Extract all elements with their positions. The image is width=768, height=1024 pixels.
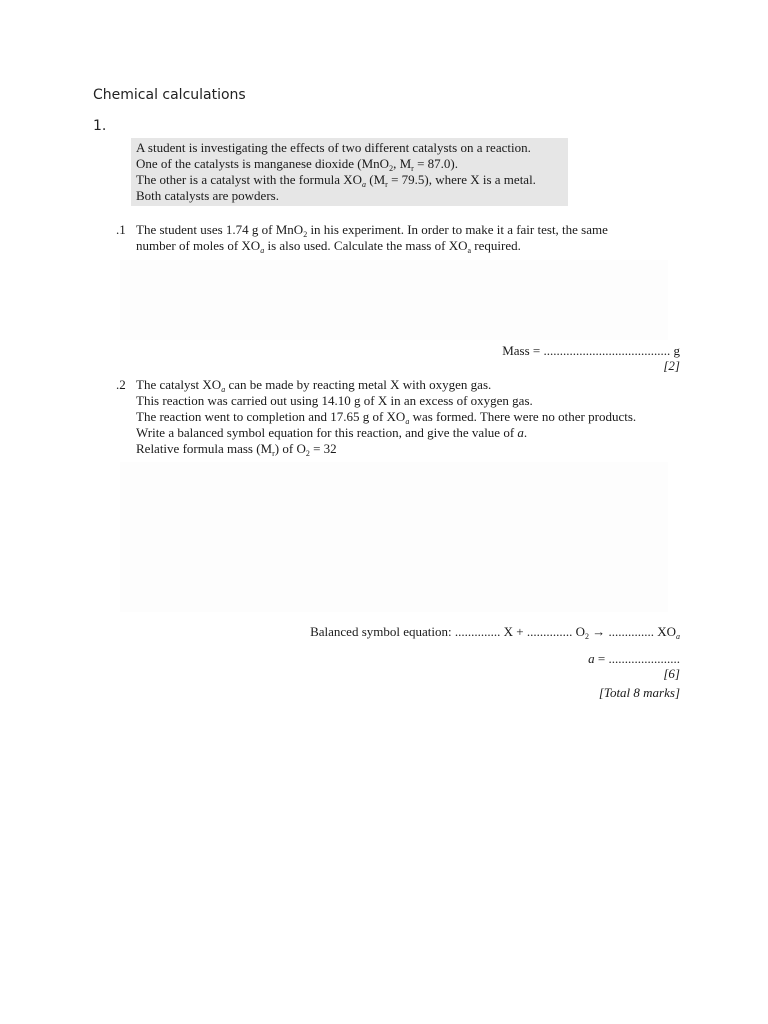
part-2-number: .2 (116, 377, 126, 392)
part-1-number: .1 (116, 222, 126, 237)
part-2-marks: [6] (663, 666, 680, 681)
part-1-answer-space[interactable] (120, 260, 668, 340)
question-number: 1. (93, 118, 107, 134)
part-2-text: The catalyst $XO_a$ can be made by reacting metal X with oxygen gas. This reaction was carried out using 14.10 g of X in an excess of oxygen gas. The reaction went to completion and 17.65 g of $XO_a$ was formed. There were no other products. Write a balanced symbol equation for this reaction, and give the value of a. Relative formula mass $(M_r)$ of $O_2 = 32$ (136, 377, 637, 458)
intro-line-2: One of the catalysts is manganese dioxide (MnO$_2$, $M_r = 87.0$). (136, 156, 458, 173)
page-heading: Chemical calculations (93, 87, 246, 103)
part-1-text: The student uses 1.74 g of MnO$_2$ in his experiment. In order to make it a fair test, the same number of moles of $XO_a$ is also used. Calculate the mass of $XO_a$ required. (136, 222, 608, 255)
balanced-equation-answer[interactable]: Balanced symbol equation: .............. X + .............. $O_2$ → .............. $XO_a$ (310, 624, 680, 641)
total-marks: [Total 8 marks] (598, 685, 680, 700)
part-2-answer-space[interactable] (120, 462, 668, 612)
intro-line-1: A student is investigating the effects of two different catalysts on a reaction. (136, 140, 531, 155)
intro-line-4: Both catalysts are powders. (136, 188, 279, 203)
intro-line-3: The other is a catalyst with the formula $XO_a$ $(M_r = 79.5)$, where X is a metal. (136, 172, 536, 189)
part-1-marks: [2] (663, 358, 680, 373)
intro-box (131, 138, 568, 206)
a-value-answer[interactable]: a = ...................... (588, 651, 680, 666)
part-1-mass-answer[interactable]: Mass = ....................................... g (502, 343, 680, 358)
